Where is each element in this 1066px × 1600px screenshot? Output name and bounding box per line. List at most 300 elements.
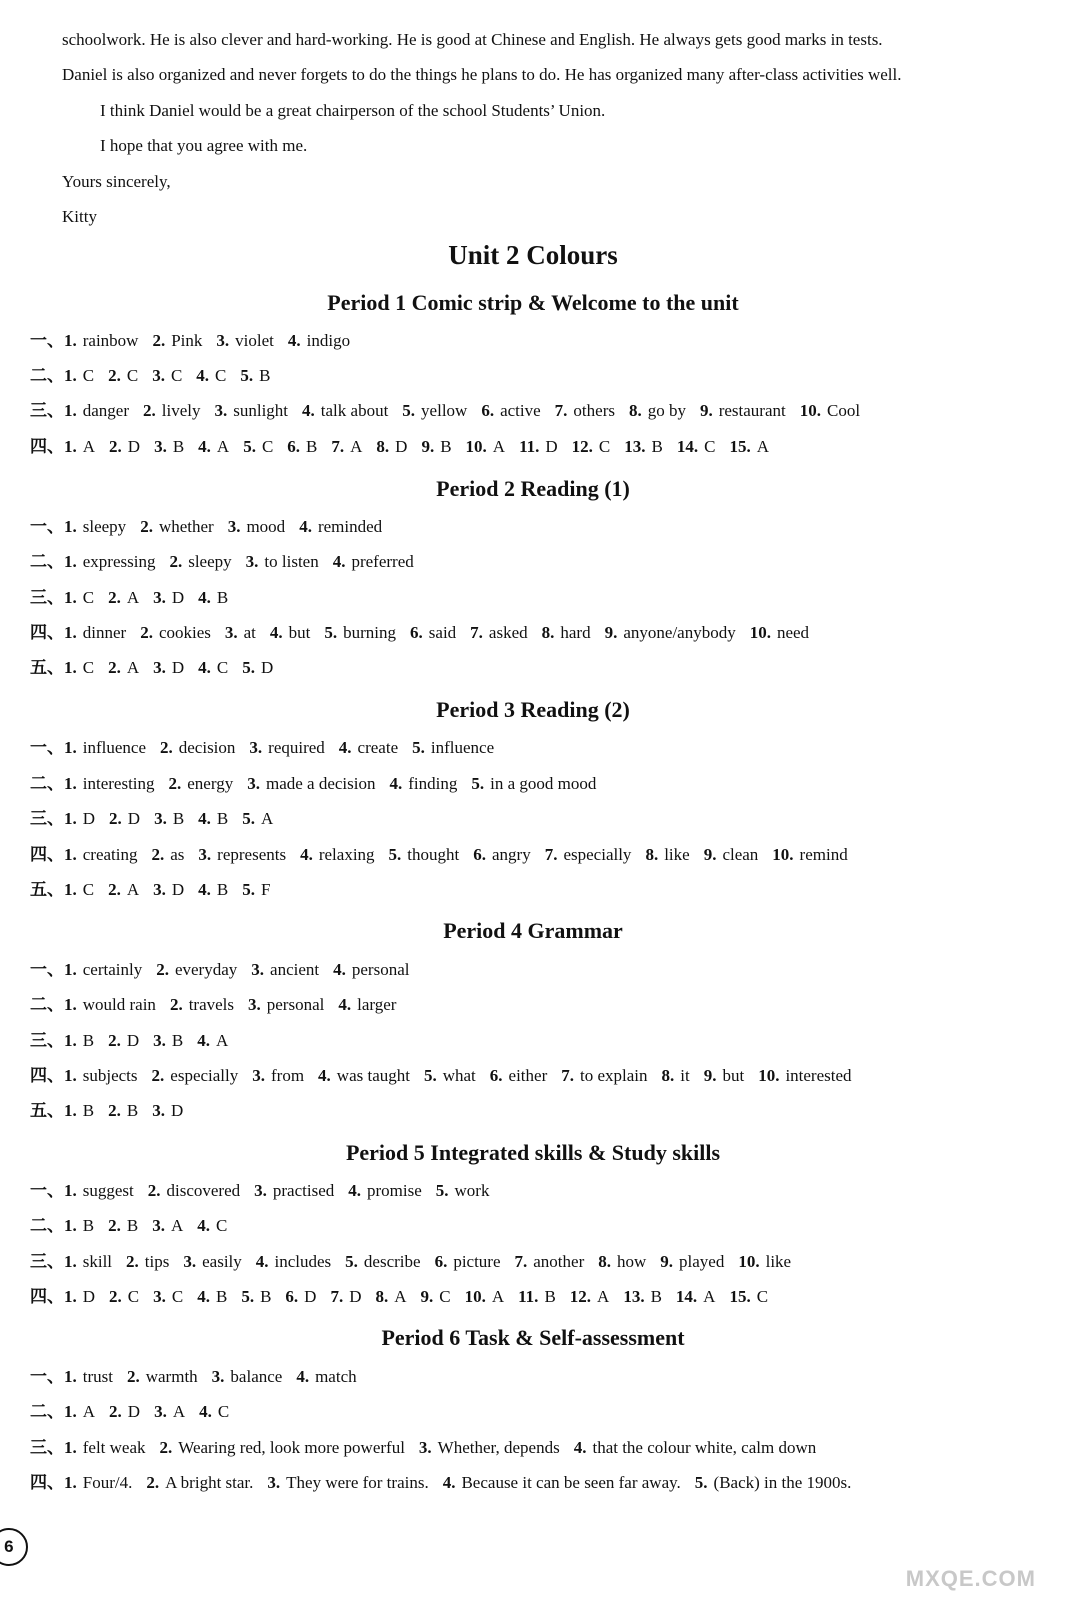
item-answer: D [171, 658, 185, 677]
item-answer: ancient [270, 960, 320, 979]
answer-item [225, 623, 256, 642]
watermark-text: MXQE.COM [905, 1566, 1036, 1591]
answer-item [64, 960, 142, 979]
item-answer: A [394, 1287, 407, 1306]
item-number: 2. [108, 588, 121, 607]
answer-item [246, 552, 319, 571]
section-prefix: 四、 [30, 437, 64, 456]
item-number: 2. [160, 738, 173, 757]
answer-item [421, 1287, 451, 1306]
answer-item [324, 623, 396, 642]
answer-item [249, 738, 324, 757]
item-number: 1. [64, 1473, 77, 1492]
item-answer: anyone/anybody [623, 623, 736, 642]
item-answer: Cool [827, 401, 861, 420]
answer-item [198, 658, 228, 677]
answer-item [375, 1287, 406, 1306]
item-number: 1. [64, 1252, 77, 1271]
item-answer: active [500, 401, 541, 420]
item-answer: tips [144, 1252, 170, 1271]
item-answer: D [127, 809, 141, 828]
section-prefix: 五、 [30, 1101, 64, 1120]
item-answer: interesting [82, 774, 155, 793]
answer-item [330, 1287, 361, 1306]
item-number: 7. [330, 1287, 344, 1306]
page-number: 6 [4, 1537, 14, 1556]
section-prefix: 一、 [30, 960, 64, 979]
answer-item [623, 1287, 662, 1306]
item-answer: energy [187, 774, 234, 793]
answer-item [64, 1216, 94, 1235]
item-number: 9. [420, 1287, 434, 1306]
answer-item [108, 658, 139, 677]
answer-item [153, 880, 184, 899]
section-prefix: 三、 [30, 1252, 64, 1271]
answer-item [624, 437, 663, 456]
answer-item [240, 366, 270, 385]
item-answer: required [268, 738, 325, 757]
item-answer: like [664, 845, 690, 864]
item-answer: A [126, 658, 140, 677]
item-number: 2. [151, 845, 165, 864]
answer-item [738, 1252, 791, 1271]
item-answer: A [126, 588, 140, 607]
item-number: 4. [198, 437, 211, 456]
answer-item [676, 1287, 716, 1306]
answer-item [64, 588, 94, 607]
item-answer: They were for trains. [286, 1473, 429, 1492]
item-answer: finding [408, 774, 458, 793]
item-answer: C [82, 658, 95, 677]
item-answer: warmth [145, 1367, 198, 1386]
item-number: 1. [64, 809, 77, 828]
item-number: 7. [561, 1066, 574, 1085]
item-number: 13. [623, 1287, 645, 1306]
item-answer: D [170, 1101, 184, 1120]
item-number: 2. [108, 366, 121, 385]
answer-item [153, 1287, 183, 1306]
item-number: 5. [412, 738, 425, 757]
item-number: 9. [604, 623, 618, 642]
answer-item [574, 1438, 817, 1457]
item-number: 5. [435, 1181, 449, 1200]
item-answer: B [650, 1287, 662, 1306]
answer-item [758, 1066, 851, 1085]
item-number: 15. [729, 1287, 751, 1306]
answer-item [389, 845, 460, 864]
item-answer: certainly [82, 960, 143, 979]
item-number: 6. [473, 845, 486, 864]
item-number: 4. [198, 658, 211, 677]
item-number: 4. [300, 845, 313, 864]
item-number: 4. [299, 517, 312, 536]
answer-row [30, 844, 862, 866]
answer-item [243, 437, 273, 456]
item-number: 5. [324, 623, 338, 642]
item-number: 1. [64, 1367, 77, 1386]
item-answer: travels [188, 995, 235, 1014]
item-number: 1. [64, 623, 77, 642]
item-number: 3. [252, 1066, 265, 1085]
item-answer: C [704, 437, 716, 456]
item-number: 11. [518, 1287, 539, 1306]
item-answer: C [598, 437, 611, 456]
answer-item [198, 588, 228, 607]
item-number: 2. [151, 1066, 165, 1085]
item-answer: Pink [171, 331, 203, 350]
item-answer: especially [563, 845, 632, 864]
answer-item [296, 1367, 356, 1386]
item-answer: another [533, 1252, 585, 1271]
item-answer: D [127, 1402, 141, 1421]
answer-row [30, 1366, 371, 1388]
item-answer: A [170, 1216, 184, 1235]
answer-item [695, 1473, 852, 1492]
item-answer: C [82, 366, 95, 385]
answer-row [30, 1180, 503, 1202]
answer-item [515, 1252, 585, 1271]
item-answer: clean [722, 845, 759, 864]
item-answer: sleepy [188, 552, 232, 571]
answer-item [109, 437, 140, 456]
period-title: Period 2 Reading (1) [436, 476, 630, 501]
item-answer: but [288, 623, 311, 642]
item-number: 4. [389, 774, 403, 793]
answer-item [140, 623, 211, 642]
item-number: 7. [554, 401, 568, 420]
item-number: 3. [153, 588, 166, 607]
item-answer: D [82, 1287, 96, 1306]
item-number: 3. [216, 331, 230, 350]
item-answer: indigo [306, 331, 351, 350]
answer-item [198, 809, 228, 828]
item-answer: C [215, 1216, 228, 1235]
item-answer: A [703, 1287, 716, 1306]
item-number: 3. [248, 995, 261, 1014]
answer-row [30, 1100, 197, 1122]
item-answer: balance [230, 1367, 283, 1386]
answer-item [287, 437, 317, 456]
item-number: 12. [571, 437, 593, 456]
period-title: Period 6 Task & Self-assessment [381, 1325, 685, 1350]
item-number: 3. [224, 623, 238, 642]
answer-item [241, 1287, 271, 1306]
item-number: 9. [699, 401, 713, 420]
item-answer: rainbow [82, 331, 139, 350]
answer-item [108, 1101, 138, 1120]
item-answer: like [765, 1252, 792, 1271]
answer-row [30, 959, 423, 981]
answer-item [153, 1031, 183, 1050]
item-answer: B [306, 437, 318, 456]
item-number: 5. [241, 1287, 255, 1306]
answer-item [436, 1181, 490, 1200]
answer-item [216, 331, 273, 350]
item-answer: represents [217, 845, 287, 864]
item-number: 9. [703, 845, 717, 864]
item-number: 2. [108, 1031, 121, 1050]
item-answer: asked [488, 623, 528, 642]
item-answer: A [215, 1031, 229, 1050]
answer-item [288, 331, 350, 350]
section-prefix: 四、 [30, 1287, 64, 1306]
section-prefix: 五、 [30, 880, 64, 899]
answer-item [333, 552, 414, 571]
item-number: 1. [64, 331, 77, 350]
section-prefix: 二、 [30, 1216, 64, 1235]
item-answer: go by [647, 401, 686, 420]
answer-item [677, 437, 716, 456]
answer-row [30, 1437, 830, 1459]
answer-item [108, 588, 139, 607]
answer-item [471, 774, 596, 793]
item-number: 1. [64, 552, 77, 571]
item-answer: Four/4. [82, 1473, 133, 1492]
answer-item [424, 1066, 476, 1085]
item-answer: dinner [82, 623, 127, 642]
item-answer: B [216, 588, 229, 607]
item-number: 5. [471, 774, 485, 793]
answer-item [251, 960, 319, 979]
item-answer: B [126, 1216, 139, 1235]
item-answer: either [508, 1066, 548, 1085]
item-number: 13. [624, 437, 646, 456]
item-number: 5. [694, 1473, 708, 1492]
answer-item [64, 437, 95, 456]
section-prefix: 二、 [30, 366, 64, 385]
item-answer: B [216, 880, 229, 899]
item-number: 3. [227, 517, 241, 536]
answer-item [302, 401, 388, 420]
answer-item [64, 517, 126, 536]
item-number: 4. [198, 880, 211, 899]
item-number: 4. [198, 809, 211, 828]
item-number: 4. [338, 738, 352, 757]
answer-item [140, 517, 214, 536]
item-number: 1. [64, 880, 77, 899]
item-answer: promise [367, 1181, 422, 1200]
item-answer: from [271, 1066, 305, 1085]
item-answer: A [172, 1402, 186, 1421]
item-number: 11. [519, 437, 540, 456]
answer-item [772, 845, 847, 864]
item-number: 4. [198, 588, 211, 607]
item-number: 3. [183, 1252, 197, 1271]
item-answer: A [82, 1402, 96, 1421]
item-answer: suggest [82, 1181, 134, 1200]
section-prefix: 一、 [30, 331, 64, 350]
item-answer: whether [158, 517, 214, 536]
answer-item [421, 437, 451, 456]
section-prefix: 三、 [30, 809, 64, 828]
item-number: 10. [749, 623, 771, 642]
item-answer: C [217, 1402, 230, 1421]
item-answer: B [440, 437, 452, 456]
item-number: 4. [197, 1216, 210, 1235]
answer-item [108, 880, 139, 899]
item-number: 5. [242, 809, 255, 828]
answer-item [242, 658, 273, 677]
answer-item [299, 517, 382, 536]
answer-item [109, 1287, 139, 1306]
section-prefix: 四、 [30, 1473, 64, 1492]
item-number: 10. [772, 845, 794, 864]
answer-item [729, 437, 769, 456]
item-answer: C [261, 437, 274, 456]
answer-item [64, 331, 138, 350]
answer-item [252, 1066, 304, 1085]
item-number: 5. [242, 658, 255, 677]
item-number: 2. [159, 1438, 173, 1457]
section-prefix: 三、 [30, 1438, 64, 1457]
answer-item [704, 1066, 744, 1085]
answer-item [300, 845, 374, 864]
answer-item [333, 960, 409, 979]
item-answer: B [82, 1031, 95, 1050]
answer-item [376, 437, 407, 456]
answer-item [248, 995, 324, 1014]
item-number: 2. [126, 1367, 140, 1386]
item-answer: C [171, 1287, 184, 1306]
item-answer: D [171, 588, 185, 607]
item-number: 1. [64, 588, 77, 607]
item-number: 1. [64, 845, 77, 864]
answer-item [154, 809, 184, 828]
item-number: 6. [489, 1066, 503, 1085]
answer-row [30, 657, 287, 679]
answer-item [555, 401, 615, 420]
item-answer: includes [274, 1252, 332, 1271]
item-answer: A [597, 1287, 610, 1306]
section-prefix: 四、 [30, 1066, 64, 1085]
period-title: Period 4 Grammar [443, 918, 623, 943]
answer-item [160, 738, 235, 757]
answer-item [704, 845, 759, 864]
item-answer: C [170, 366, 183, 385]
answer-item [285, 1287, 316, 1306]
item-number: 3. [249, 738, 263, 757]
item-number: 1. [64, 1181, 77, 1200]
item-number: 6. [410, 623, 423, 642]
item-number: 8. [661, 1066, 675, 1085]
item-number: 2. [146, 1473, 160, 1492]
item-number: 3. [154, 1402, 167, 1421]
item-answer: yellow [421, 401, 468, 420]
answer-item [570, 1287, 610, 1306]
answer-row [30, 587, 242, 609]
item-number: 8. [628, 401, 642, 420]
answer-item [470, 623, 527, 642]
item-number: 1. [64, 366, 77, 385]
answer-row [30, 400, 874, 422]
item-number: 14. [676, 437, 699, 456]
answer-item [256, 1252, 331, 1271]
item-number: 4. [255, 1252, 269, 1271]
item-number: 4. [296, 1367, 310, 1386]
answer-row [30, 1472, 865, 1494]
answer-item [64, 658, 94, 677]
item-number: 5. [388, 845, 402, 864]
section-prefix: 二、 [30, 995, 64, 1014]
item-answer: mood [246, 517, 286, 536]
section-prefix: 三、 [30, 401, 64, 420]
item-number: 4. [442, 1473, 456, 1492]
item-answer: describe [363, 1252, 421, 1271]
item-number: 3. [245, 552, 259, 571]
item-number: 3. [152, 1216, 165, 1235]
answer-item [170, 995, 234, 1014]
item-number: 3. [152, 366, 165, 385]
item-number: 4. [287, 331, 301, 350]
item-number: 1. [64, 401, 77, 420]
item-number: 4. [332, 552, 346, 571]
item-answer: personal [351, 960, 410, 979]
item-number: 3. [198, 845, 212, 864]
item-number: 4. [573, 1438, 587, 1457]
item-number: 3. [154, 809, 167, 828]
answer-item [169, 774, 234, 793]
item-number: 4. [333, 960, 346, 979]
item-answer: B [126, 1101, 139, 1120]
item-answer: A [350, 437, 363, 456]
item-answer: A [216, 437, 230, 456]
item-number: 2. [140, 517, 153, 536]
item-number: 1. [64, 738, 77, 757]
item-number: 12. [569, 1287, 592, 1306]
item-number: 10. [799, 401, 821, 420]
item-number: 9. [421, 437, 435, 456]
item-number: 3. [254, 1181, 267, 1200]
item-number: 2. [169, 552, 183, 571]
section-prefix: 三、 [30, 588, 64, 607]
item-answer: influence [430, 738, 495, 757]
item-answer: personal [266, 995, 325, 1014]
answer-item [108, 366, 138, 385]
item-answer: that the colour white, calm down [592, 1438, 817, 1457]
item-number: 3. [267, 1473, 281, 1492]
answer-row [30, 1251, 805, 1273]
item-answer: larger [357, 995, 397, 1014]
item-number: 1. [64, 960, 77, 979]
item-answer: skill [82, 1252, 113, 1271]
answer-row [30, 773, 610, 795]
item-answer: A bright star. [165, 1473, 254, 1492]
item-answer: B [544, 1287, 556, 1306]
item-answer: C [126, 366, 139, 385]
letter-closing: Yours sincerely, [62, 172, 171, 191]
item-answer: but [722, 1066, 745, 1085]
answer-row [30, 1401, 243, 1423]
item-number: 7. [544, 845, 558, 864]
answer-item [443, 1473, 681, 1492]
answer-item [389, 774, 457, 793]
item-number: 4. [196, 366, 210, 385]
answer-item [481, 401, 540, 420]
answer-item [64, 1367, 113, 1386]
answer-item [473, 845, 530, 864]
item-number: 2. [140, 623, 153, 642]
answer-item [466, 437, 506, 456]
item-answer: A [491, 1287, 505, 1306]
item-answer: easily [202, 1252, 242, 1271]
item-answer: A [756, 437, 769, 456]
item-number: 5. [242, 880, 255, 899]
item-answer: hard [560, 623, 591, 642]
answer-item [64, 1066, 138, 1085]
item-answer: trust [82, 1367, 113, 1386]
item-answer: discovered [166, 1181, 241, 1200]
item-answer: expressing [82, 552, 156, 571]
